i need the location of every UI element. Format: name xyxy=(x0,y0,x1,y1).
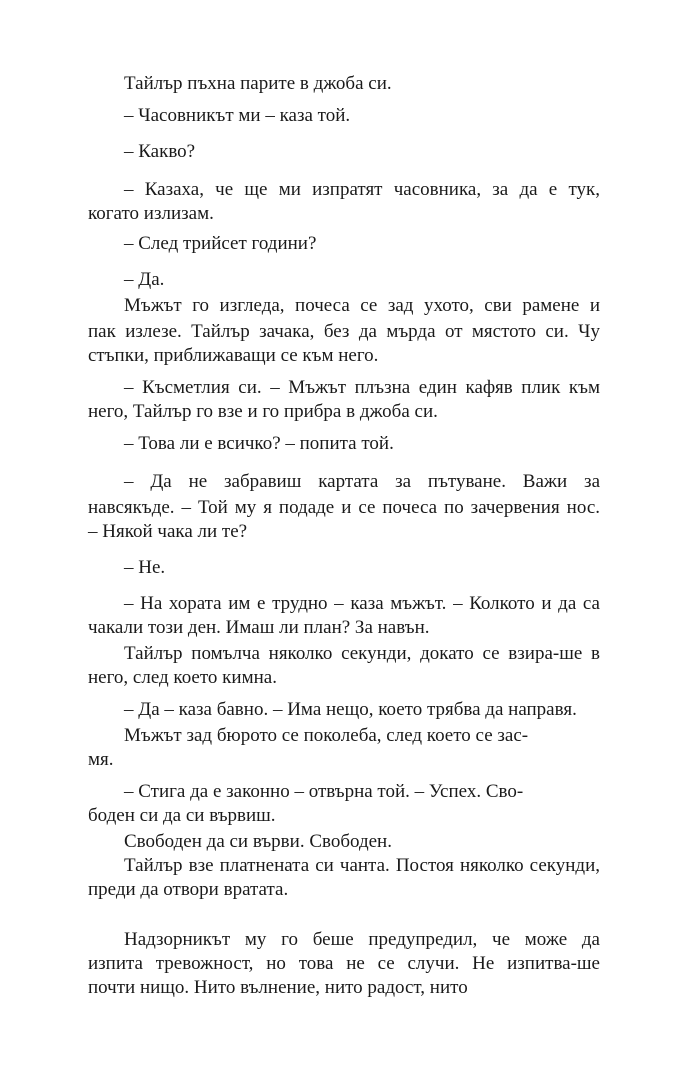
text-line: – Някой чака ли те? xyxy=(88,521,248,542)
text-line: боден си да си вървиш. xyxy=(88,805,276,826)
text-line: – Да – каза бавно. – Има нещо, което трябва да направя. xyxy=(124,699,577,720)
text-line: навсякъде. – Той му я подаде и се почеса по зачервения нос. xyxy=(88,497,600,518)
text-line: – Да не забравиш картата за пътуване. Важи за xyxy=(124,471,600,492)
text-line: Тайлър пъхна парите в джоба си. xyxy=(124,73,392,94)
text-line: – Късметлия си. – Мъжът плъзна един кафяв плик към xyxy=(124,377,600,398)
text-line: пак излезе. Тайлър зачака, без да мърда от мястото си. Чу xyxy=(88,321,600,342)
text-line: мя. xyxy=(88,749,114,770)
text-line: – След трийсет години? xyxy=(124,233,317,254)
text-line: Надзорникът му го беше предупредил, че може да xyxy=(124,929,600,950)
text-line: него, Тайлър го взе и го прибра в джоба си. xyxy=(88,401,438,422)
text-line: – Часовникът ми – каза той. xyxy=(124,105,351,126)
text-line: Мъжът го изгледа, почеса се зад ухото, сви рамене и xyxy=(124,295,600,316)
text-line: – На хората им е трудно – каза мъжът. – Колкото и да са xyxy=(124,593,600,614)
text-line: чакали този ден. Имаш ли план? За навън. xyxy=(88,617,430,638)
text-line: – Това ли е всичко? – попита той. xyxy=(124,433,394,454)
text-line: Тайлър помълча няколко секунди, докато се взира-ше в xyxy=(124,643,600,664)
text-line: – Казаха, че ще ми изпратят часовника, за да е тук, xyxy=(124,179,600,200)
text-line: него, след което кимна. xyxy=(88,667,277,688)
text-line: преди да отвори вратата. xyxy=(88,879,289,900)
text-line: почти нищо. Нито вълнение, нито радост, нито xyxy=(88,977,468,998)
text-line: – Да. xyxy=(124,269,165,290)
text-line: Свободен да си върви. Свободен. xyxy=(124,831,392,852)
text-line: – Не. xyxy=(124,557,166,578)
text-line: – Какво? xyxy=(124,141,196,162)
text-line: Тайлър взе платнената си чанта. Постоя няколко секунди, xyxy=(124,855,600,876)
text-line: изпита тревожност, но това не се случи. Не изпитва-ше xyxy=(88,953,600,974)
text-line: – Стига да е законно – отвърна той. – Успех. Сво- xyxy=(124,781,524,802)
text-line: когато излизам. xyxy=(88,203,214,224)
text-line: Мъжът зад бюрото се поколеба, след което се зас- xyxy=(124,725,529,746)
text-line: стъпки, приближаващи се към него. xyxy=(88,345,379,366)
